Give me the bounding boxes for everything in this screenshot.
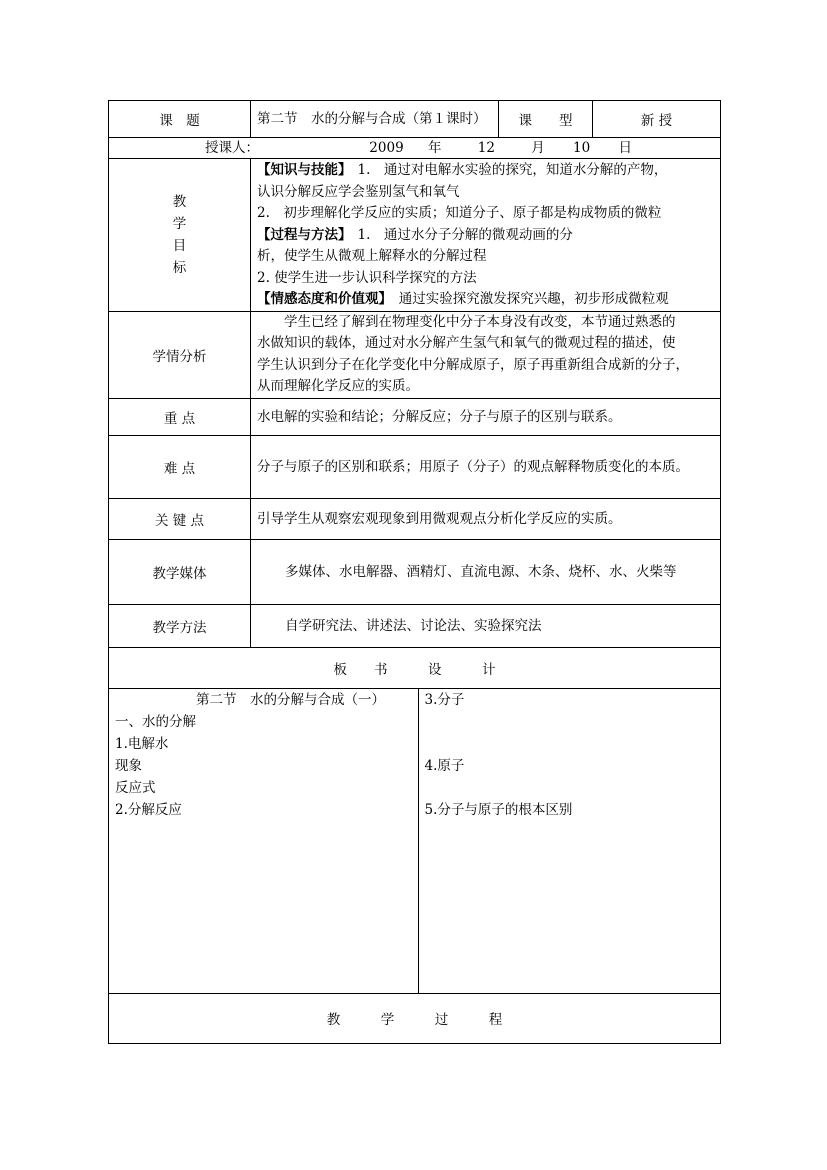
process-line-1: 1. 通过水分子分解的微观动画的分 [357, 226, 573, 243]
goals-content [251, 159, 721, 312]
board-cell [109, 688, 721, 993]
date-year: 2009 [369, 140, 404, 156]
knowledge-line-1: 1. 通过对电解水实验的探究，知道水分解的产物， [357, 162, 668, 178]
board-right-line: 5.分子与原子的根本区别 [424, 801, 573, 818]
goals-label-char: 教 [172, 193, 187, 210]
emotion-line-1: 通过实验探究激发探究兴趣，初步形成微粒观 [385, 291, 669, 307]
date-day: 10 [573, 140, 591, 156]
type-value: 新 授 [593, 101, 721, 138]
media-row [109, 539, 721, 604]
board-layout [109, 689, 721, 993]
topic-value: 第二节 水的分解与合成（第１课时） [251, 101, 499, 138]
teacher-row [109, 138, 721, 159]
board-left-line: 1.电解水 [115, 735, 169, 752]
method-label: 教学方法 [109, 604, 251, 647]
board-left-line: 2.分解反应 [115, 801, 182, 818]
date-month: 12 [477, 140, 495, 156]
board-left-line: 反应式 [115, 779, 156, 796]
teacher-label: 授课人： [205, 140, 259, 156]
board-left-line: 现象 [115, 757, 142, 774]
topic-label: 课 题 [109, 101, 251, 138]
topic-row [109, 101, 721, 138]
pivot-text: 引导学生从观察宏观现象到用微观观点分析化学反应的实质。 [251, 498, 721, 539]
goals-label-char: 目 [172, 237, 187, 254]
process-line-2: 析，使学生从微观上解释水的分解过程 [257, 248, 487, 264]
key-point-text: 水电解的实验和结论；分解反应；分子与原子的区别与联系。 [251, 398, 721, 435]
board-heading-row [109, 647, 721, 688]
board-heading: 板 书 设 计 [109, 647, 721, 688]
goals-label-char: 标 [172, 259, 187, 276]
key-point-row [109, 398, 721, 435]
process-line-3: 2. 使学生进一步认识科学探究的方法 [257, 269, 477, 286]
method-text: 自学研究法、讲述法、讨论法、实验探究法 [251, 604, 721, 647]
date-month-unit: 月 [531, 140, 545, 156]
process-heading: 教 学 过 程 [109, 993, 721, 1043]
media-label: 教学媒体 [109, 539, 251, 604]
board-left-column [109, 689, 418, 993]
board-left-line: 第二节 水的分解与合成（一） [115, 691, 385, 708]
process-tag: 【过程与方法】 [257, 226, 352, 243]
teacher-cell [109, 138, 721, 159]
analysis-line-2: 水做知识的载体，通过对水分解产生氢气和氧气的微观过程的描述，使 [257, 335, 676, 351]
board-right-line [425, 711, 722, 733]
board-row [109, 688, 721, 993]
process-heading-row [109, 993, 721, 1043]
emotion-tag: 【情感态度和价值观】 [257, 291, 386, 307]
pivot-label: 关 键 点 [109, 498, 251, 539]
goals-label [109, 159, 251, 312]
pivot-row [109, 498, 721, 539]
board-right-line [425, 733, 722, 755]
analysis-line-3: 学生认识到分子在化学变化中分解成原子，原子再重新组合成新的分子， [257, 356, 689, 373]
board-right-line: 4.原子 [424, 757, 465, 774]
analysis-content [251, 311, 721, 398]
difficulty-text: 分子与原子的区别和联系；用原子（分子）的观点解释物质变化的本质。 [251, 435, 721, 498]
goals-row [109, 159, 721, 312]
type-label: 课 型 [499, 101, 593, 138]
date-year-unit: 年 [427, 140, 442, 156]
lesson-plan-table [108, 100, 721, 1044]
analysis-line-1: 学生已经了解到在物理变化中分子本身没有改变，本节通过熟悉的 [257, 313, 676, 330]
difficulty-label: 难 点 [109, 435, 251, 498]
analysis-label: 学情分析 [109, 311, 251, 398]
difficulty-row [109, 435, 721, 498]
board-right-line [425, 777, 722, 799]
knowledge-line-2: 认识分解反应学会鉴别氢气和氧气 [257, 183, 460, 200]
board-left-line: 一、水的分解 [115, 713, 196, 730]
analysis-row [109, 311, 721, 398]
method-row [109, 604, 721, 647]
date-day-unit: 日 [618, 140, 633, 156]
key-point-label: 重 点 [109, 398, 251, 435]
knowledge-tag: 【知识与技能】 [257, 162, 352, 178]
goals-label-char: 学 [172, 215, 187, 232]
media-text: 多媒体、水电解器、酒精灯、直流电源、木条、烧杯、水、火柴等 [251, 539, 721, 604]
board-right-line: 3.分子 [424, 691, 465, 708]
knowledge-line-3: 2. 初步理解化学反应的实质；知道分子、原子都是构成物质的微粒 [257, 205, 662, 221]
analysis-line-4: 从而理解化学反应的实质。 [257, 378, 419, 394]
board-right-column [418, 689, 721, 993]
